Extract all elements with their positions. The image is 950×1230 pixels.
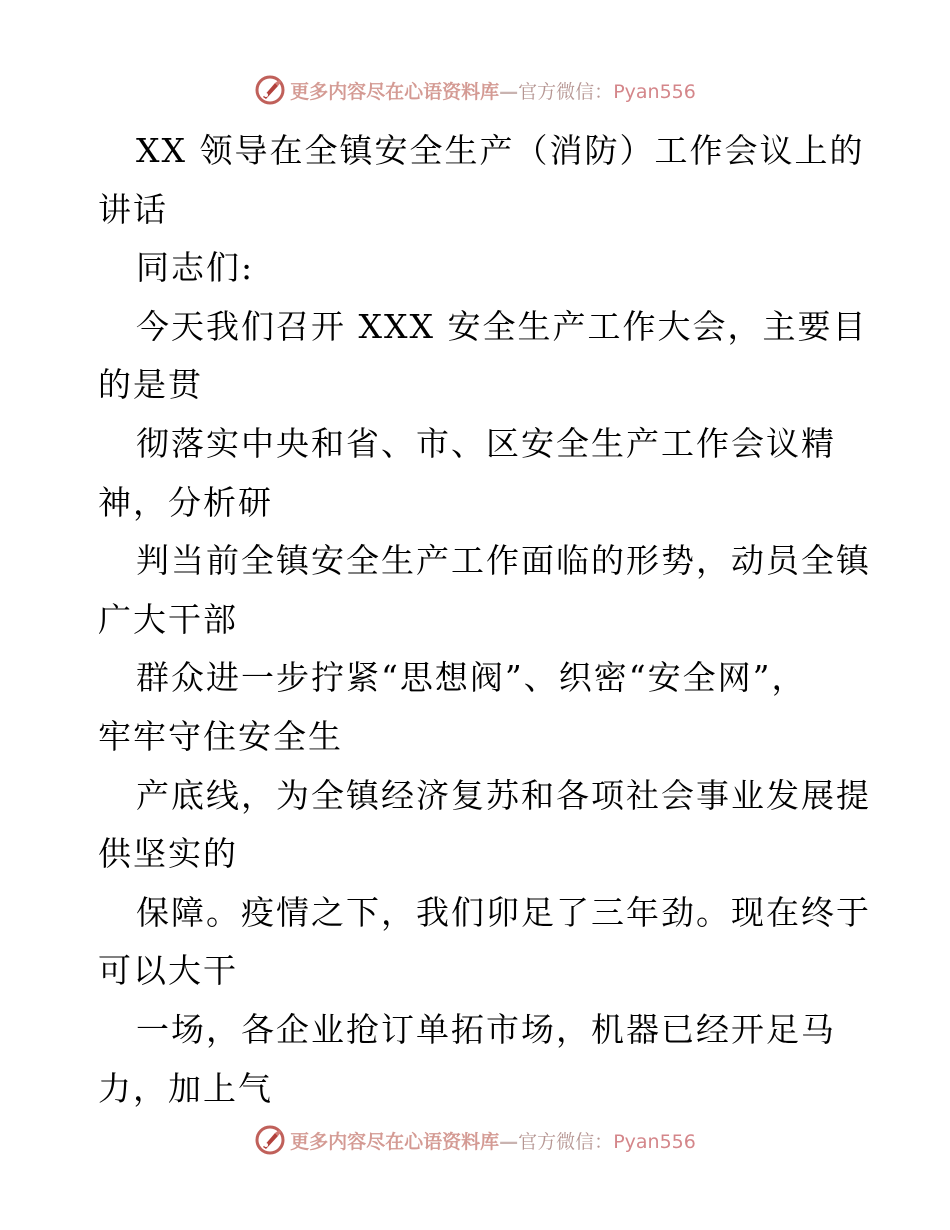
banner-account: Pyan556: [613, 1130, 696, 1153]
text-line: 产底线，为全镇经济复苏和各项社会事业发展提: [136, 775, 871, 815]
banner-text: [290, 1127, 696, 1154]
text-line: 一场，各企业抢订单拓市场，机器已经开足马: [136, 1009, 836, 1049]
banner-dash: —: [499, 1130, 519, 1153]
banner-slogan: 更多内容尽在心语资料库: [290, 80, 500, 103]
salutation: 同志们:: [136, 248, 255, 288]
text-line: 彻落实中央和省、市、区安全生产工作会议精: [136, 423, 836, 463]
text-line: 广大干部: [98, 599, 238, 639]
banner-text: [290, 77, 696, 104]
document-body: [98, 122, 878, 1118]
banner-wechat-label: 官方微信：: [518, 1130, 614, 1153]
text-line: 牢牢守住安全生: [98, 716, 343, 756]
banner-wechat-label: 官方微信：: [518, 80, 614, 103]
title-line-1: XX 领导在全镇安全生产（消防）工作会议上的: [136, 131, 865, 170]
text-line: 判当前全镇安全生产工作面临的形势，动员全镇: [136, 541, 871, 581]
text-line: 保障。疫情之下，我们卯足了三年劲。现在终于: [136, 892, 871, 932]
text-line: 神，分析研: [98, 482, 273, 522]
footer-watermark-banner: [0, 1120, 950, 1160]
pen-nib-logo-icon: [254, 1124, 286, 1156]
banner-dash: —: [499, 80, 519, 103]
banner-slogan: 更多内容尽在心语资料库: [290, 1130, 500, 1153]
text-line: 可以大干: [98, 951, 238, 991]
text-line: 群众进一步拧紧“思想阀”、织密“安全网”，: [136, 658, 807, 698]
text-line: 供坚实的: [98, 834, 238, 874]
text-line: 的是贯: [98, 365, 203, 405]
title-line-2: 讲话: [98, 189, 168, 229]
text-line: 今天我们召开 XXX 安全生产工作大会，主要目: [136, 306, 868, 346]
pen-nib-logo-icon: [254, 74, 286, 106]
header-watermark-banner: [0, 70, 950, 110]
banner-account: Pyan556: [613, 80, 696, 103]
text-line: 力，加上气: [98, 1068, 273, 1108]
